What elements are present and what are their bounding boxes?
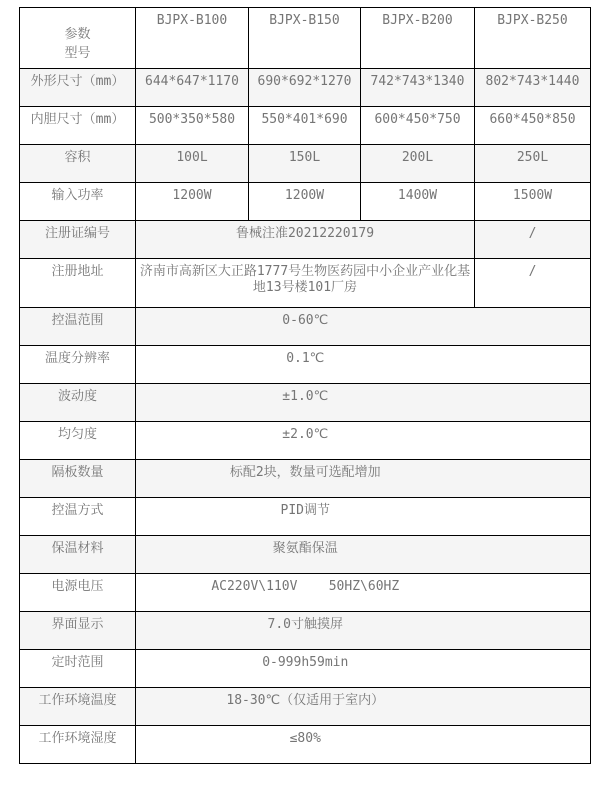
- cell-value: 644*647*1170: [136, 69, 249, 107]
- row-label: 注册证编号: [20, 221, 136, 259]
- row-label: 外形尺寸（mm）: [20, 69, 136, 107]
- cell-value-merged: PID调节: [136, 498, 475, 536]
- model-header: BJPX-B150: [249, 8, 361, 69]
- cell-value: 660*450*850: [475, 107, 591, 145]
- row-label: 输入功率: [20, 183, 136, 221]
- cell-na: /: [475, 221, 591, 259]
- cell-value-merged: AC220V\110V 50HZ\60HZ: [136, 574, 475, 612]
- row-label: 容积: [20, 145, 136, 183]
- corner-line-params: 参数: [64, 27, 91, 43]
- cell-value: 500*350*580: [136, 107, 249, 145]
- table-row: [20, 726, 591, 764]
- table-row: [20, 612, 591, 650]
- corner-cell: [20, 8, 136, 69]
- cell-value: 1500W: [475, 183, 591, 221]
- cell-value-merged: 聚氨酯保温: [136, 536, 475, 574]
- cell-value: 1200W: [249, 183, 361, 221]
- table-row: [20, 536, 591, 574]
- cell-value: 1400W: [361, 183, 475, 221]
- row-label: 界面显示: [20, 612, 136, 650]
- table-row: [20, 308, 591, 346]
- row-label: 内胆尺寸（mm）: [20, 107, 136, 145]
- table-row: [20, 384, 591, 422]
- row-label: 温度分辨率: [20, 346, 136, 384]
- cell-value-merged: 济南市高新区大正路1777号生物医药园中小企业产业化基地13号楼101厂房: [136, 259, 475, 308]
- spec-table: [19, 7, 591, 764]
- row-label: 保温材料: [20, 536, 136, 574]
- cell-value-merged: ±1.0℃: [136, 384, 475, 422]
- cell-value: 1200W: [136, 183, 249, 221]
- empty-cell: [475, 726, 591, 764]
- table-header-row: [20, 8, 591, 69]
- cell-value-merged: 18-30℃（仅适用于室内）: [136, 688, 475, 726]
- row-label: 隔板数量: [20, 460, 136, 498]
- empty-cell: [475, 650, 591, 688]
- table-row: [20, 183, 591, 221]
- empty-cell: [475, 498, 591, 536]
- corner-line-model: 型号: [64, 46, 91, 62]
- cell-value-merged: 0-60℃: [136, 308, 475, 346]
- table-row: [20, 650, 591, 688]
- cell-value-merged: 0-999h59min: [136, 650, 475, 688]
- row-label: 工作环境温度: [20, 688, 136, 726]
- cell-value: 690*692*1270: [249, 69, 361, 107]
- empty-cell: [475, 308, 591, 346]
- empty-cell: [475, 460, 591, 498]
- cell-value-merged: ±2.0℃: [136, 422, 475, 460]
- row-label: 控温方式: [20, 498, 136, 536]
- empty-cell: [475, 536, 591, 574]
- cell-value: 150L: [249, 145, 361, 183]
- empty-cell: [475, 574, 591, 612]
- cell-value-merged: ≤80%: [136, 726, 475, 764]
- row-label: 电源电压: [20, 574, 136, 612]
- table-row: [20, 346, 591, 384]
- table-row: [20, 460, 591, 498]
- cell-value-merged: 7.0寸触摸屏: [136, 612, 475, 650]
- table-row: [20, 259, 591, 308]
- row-label: 控温范围: [20, 308, 136, 346]
- table-row: [20, 422, 591, 460]
- table-row: [20, 574, 591, 612]
- row-label: 波动度: [20, 384, 136, 422]
- row-label: 工作环境湿度: [20, 726, 136, 764]
- empty-cell: [475, 422, 591, 460]
- empty-cell: [475, 384, 591, 422]
- table-row: [20, 69, 591, 107]
- cell-value: 250L: [475, 145, 591, 183]
- row-label: 注册地址: [20, 259, 136, 308]
- cell-value-merged: 0.1℃: [136, 346, 475, 384]
- cell-value: 600*450*750: [361, 107, 475, 145]
- model-header: BJPX-B200: [361, 8, 475, 69]
- empty-cell: [475, 688, 591, 726]
- table-row: [20, 107, 591, 145]
- cell-value: 100L: [136, 145, 249, 183]
- cell-value-merged: 标配2块，数量可选配增加: [136, 460, 475, 498]
- cell-value: 550*401*690: [249, 107, 361, 145]
- row-label: 定时范围: [20, 650, 136, 688]
- cell-value: 802*743*1440: [475, 69, 591, 107]
- model-header: BJPX-B100: [136, 8, 249, 69]
- table-row: [20, 221, 591, 259]
- table-row: [20, 498, 591, 536]
- cell-value: 742*743*1340: [361, 69, 475, 107]
- table-row: [20, 145, 591, 183]
- empty-cell: [475, 612, 591, 650]
- cell-value: 200L: [361, 145, 475, 183]
- empty-cell: [475, 346, 591, 384]
- row-label: 均匀度: [20, 422, 136, 460]
- cell-value-merged: 鲁械注准20212220179: [136, 221, 475, 259]
- model-header: BJPX-B250: [475, 8, 591, 69]
- table-row: [20, 688, 591, 726]
- cell-na: /: [475, 259, 591, 308]
